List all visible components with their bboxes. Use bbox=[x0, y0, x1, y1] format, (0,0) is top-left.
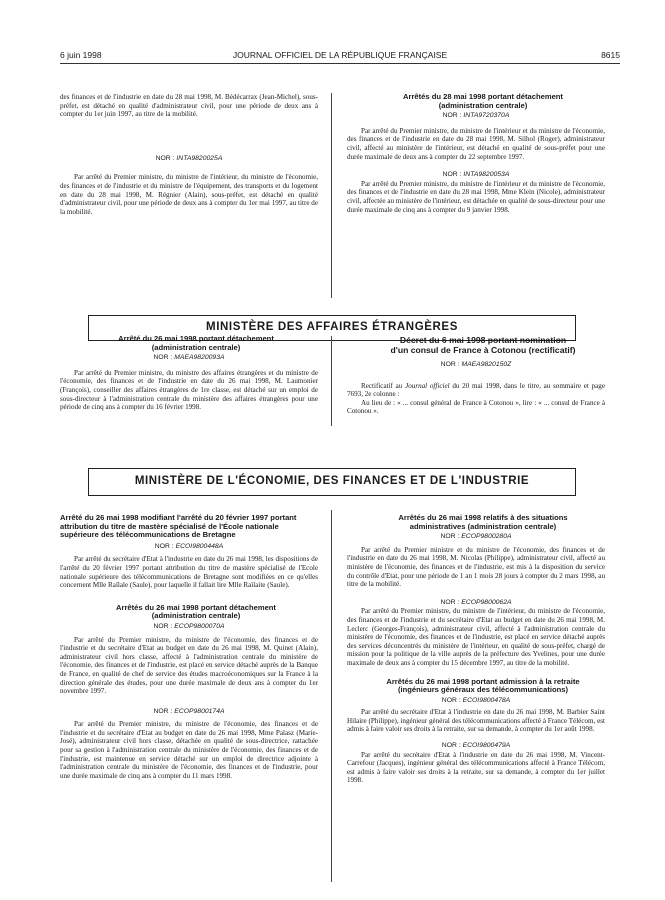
article-subtitle: administratives (administration centrale) bbox=[409, 521, 557, 531]
page-number: 8615 bbox=[601, 50, 620, 60]
article-title: Arrêtés du 26 mai 1998 relatifs à des situations bbox=[398, 513, 568, 522]
ministry-heading: MINISTÈRE DE L'ÉCONOMIE, DES FINANCES ET DE L'INDUSTRIE bbox=[88, 468, 576, 496]
paragraph: Par arrêté du Premier ministre et du ministre de l'économie, des finances et de l'industrie en date du 26 mai 1998, M. Nicolas (Philippe), administrateur civil, affecté au ministère de l'économie, des finances et de l'industrie, est mis à la disposition du service du contrôle d'Etat, pour une période de 1 an 1 mois 28 jours à compter du 2 mars 1998, au titre de la mobilité. bbox=[347, 545, 605, 589]
nor-reference: NOR : ECOP9800174A bbox=[153, 707, 225, 715]
ministry-heading: MINISTÈRE DES AFFAIRES ÉTRANGÈRES bbox=[88, 315, 576, 341]
article-title: Décret du 6 mai 1998 portant nomination bbox=[399, 335, 567, 345]
nor-reference: NOR : MAEA9820093A bbox=[153, 354, 225, 362]
header-rule bbox=[60, 63, 620, 64]
paragraph: Par arrêté du Premier ministre, du ministre de l'intérieur, du ministre de l'économie, des finances et de l'industrie et du ministre de l'équipement, des transports et du logement en date du 28 mai 1998, M. Régnier (Alain), sous-préfet, est détaché en qualité d'administrateur civil, pour une période de deux ans à compter du 1er mai 1997, au titre de la mobilité. bbox=[60, 173, 318, 216]
article-title: Arrêtés du 26 mai 1998 portant détachement bbox=[116, 602, 276, 612]
nor-reference: NOR : ECOI9800448A bbox=[154, 542, 224, 550]
column-divider bbox=[331, 510, 332, 882]
paragraph: des finances et de l'industrie en date du 28 mai 1998, M. Bédécarrax (Jean-Michel), sous-préfet, est détaché en qualité d'administrateur civil, pour une période de deux ans à compter du 1er juin 1997, au titre de la mobilité. bbox=[60, 93, 318, 119]
nor-reference: NOR : ECOI9800478A bbox=[441, 696, 511, 704]
nor-reference: NOR : INTA9720370A bbox=[442, 112, 510, 120]
journal-name: Journal officiel bbox=[405, 381, 450, 390]
section2-right-column bbox=[347, 514, 605, 785]
paragraph: Par arrêté du Premier ministre, du ministre de l'intérieur et du ministre de l'économie, des finances et de l'industrie en date du 28 mai 1998, Mme Klein (Nicole), administrateur civil, affectée au ministère de l'intérieur, est détachée en qualité de sous-directeur pour une durée maximale de cinq ans à compter du 9 janvier 1998. bbox=[347, 179, 605, 214]
article-subtitle: (administration centrale) bbox=[438, 100, 528, 110]
paragraph: Par arrêté du Premier ministre, du ministre des affaires étrangères et du ministre de l'économie, des finances et de l'industrie en date du 26 mai 1998, M. Laumonier (François), conseiller des affaires étrangères de 1re classe, est détaché sur un emploi de sous-directeur à l'administration centrale du ministère des affaires étrangères pour une période de cinq ans à compter du 16 février 1998. bbox=[60, 368, 318, 412]
article-title: Arrêté du 26 mai 1998 modifiant l'arrêté du 20 février 1997 portant attribution du titre de mastère spécialisé de l'École nationale supérieure des télécommunications de Bretagne bbox=[60, 513, 297, 540]
column-divider bbox=[331, 93, 332, 298]
article-title: Arrêtés du 28 mai 1998 portant détachement bbox=[403, 92, 563, 101]
section1-right-column bbox=[347, 335, 605, 416]
journal-title: JOURNAL OFFICIEL DE LA RÉPUBLIQUE FRANÇAISE bbox=[232, 50, 448, 60]
paragraph: Par arrêté du Premier ministre, du ministre de l'économie, des finances et de l'industrie et du secrétaire d'Etat au budget en date du 26 mai 1998, Mme Palasz (Marie-José), administrateur civil hors classe, détachée en qualité de sous-directrice, rattachée pour sa gestion à l'administration centrale du ministère de l'économie, des finances et de l'industrie, est maintenue en service détaché sur un emploi de directrice adjointe à l'administration centrale du ministère de l'économie, des finances et de l'industrie, pour une durée maximale de cinq ans à compter du 11 mars 1998. bbox=[60, 720, 318, 780]
header-date: 6 juin 1998 bbox=[60, 50, 102, 60]
paragraph: Par arrêté du Premier ministre, du ministre de l'intérieur et du ministre de l'économie, des finances et de l'industrie en date du 28 mai 1998, M. Silhol (Roger), administrateur civil, affecté au ministère de l'intérieur, est détaché en qualité de sous-préfet pour une durée maximale de deux ans à compter du 22 septembre 1997. bbox=[347, 126, 605, 161]
paragraph: Par arrêté du Premier ministre, du ministre de l'intérieur, du ministre de l'économie, des finances et de l'industrie et du secrétaire d'Etat au budget en date du 26 mai 1998, M. Leclerc (Georges-François), administrateur civil, affecté à l'administration centrale du ministère de l'économie, des finances et de l'industrie, est placé en service détaché auprès des services déconcentrés du ministère de l'intérieur, en qualité de sous-préfet, chargé de mission pour la politique de la ville auprès de la préfecture des Yvelines, pour une durée maximale de deux ans à compter du 15 décembre 1997, au titre de la mobilité. bbox=[347, 607, 605, 667]
nor-reference: NOR : INTA9820025A bbox=[155, 154, 223, 162]
column-divider bbox=[331, 336, 332, 426]
page-header bbox=[60, 50, 620, 62]
nor-reference: NOR : ECOP9800062A bbox=[440, 598, 512, 606]
paragraph: Par arrêté du secrétaire d'Etat à l'industrie en date du 26 mai 1998, M. Vincent-Carrefour (Jacques), ingénieur général des télécommunications affecté à France Télécom, est admis à faire valoir ses droits à la retraite, sur sa demande, à compter du 1er juillet 1998. bbox=[347, 750, 605, 785]
top-left-column bbox=[60, 93, 318, 216]
paragraph: Au lieu de : « ... consul général de France à Cotonou », lire : « ... consul de France à Cotonou ». bbox=[347, 398, 605, 416]
paragraph: Par arrêté du Premier ministre, du ministre de l'économie, des finances et de l'industrie et du secrétaire d'Etat au budget en date du 26 mai 1998, M. Quinet (Alain), administrateur civil hors classe, affecté à l'administration centrale du ministère de l'économie, des finances et de l'industrie, est placé en service détaché auprès de la Banque de France, en qualité de chef de service des études macroéconomiques sur la France à la direction générale des études, pour une durée maximale de deux ans à compter du 1er novembre 1997. bbox=[60, 635, 318, 696]
nor-reference: NOR : ECOP9800070A bbox=[153, 622, 225, 630]
section2-left-column bbox=[60, 514, 318, 780]
article-title: Arrêté du 26 mai 1998 portant détachement bbox=[118, 334, 274, 343]
section1-left-column bbox=[60, 335, 318, 412]
top-right-column bbox=[347, 93, 605, 214]
article-subtitle: d'un consul de France à Cotonou (rectificatif) bbox=[390, 345, 576, 355]
article-title: Arrêtés du 26 mai 1998 portant admission à la retraite bbox=[386, 676, 580, 686]
article-subtitle: (ingénieurs généraux des télécommunications) bbox=[397, 685, 569, 695]
nor-reference: NOR : ECOI9800479A bbox=[441, 742, 511, 750]
paragraph: Rectificatif au Journal officiel du 20 mai 1998, dans le titre, au sommaire et page 7693, 2e colonne : bbox=[347, 381, 605, 399]
nor-reference: NOR : INTA9820053A bbox=[442, 171, 510, 179]
nor-reference: NOR : ECOP9800280A bbox=[440, 533, 512, 541]
article-subtitle: (administration centrale) bbox=[151, 611, 241, 621]
paragraph: Par arrêté du secrétaire d'Etat à l'industrie en date du 26 mai 1998, M. Barbier Saint Hilaire (Philippe), ingénieur général des télécommunications affecté à France Télécom, est admis à faire valoir ses droits à la retraite, sur sa demande, à compter du 1er août 1998. bbox=[347, 708, 605, 734]
nor-reference: NOR : MAEA9820150Z bbox=[440, 361, 512, 368]
article-subtitle: (administration centrale) bbox=[151, 342, 241, 352]
paragraph: Par arrêté du secrétaire d'Etat à l'industrie en date du 26 mai 1998, les dispositions de l'arrêté du 20 février 1997 portant attribution du titre de mastère spécialisé de l'Ecole nationale supérieure des télécommunications de Bretagne sont modifiées en ce qu'elles concernent Mlle Raïlale (Saule), pour laquelle il fallait lire Mlle Raïlaite (Saule). bbox=[60, 555, 318, 590]
